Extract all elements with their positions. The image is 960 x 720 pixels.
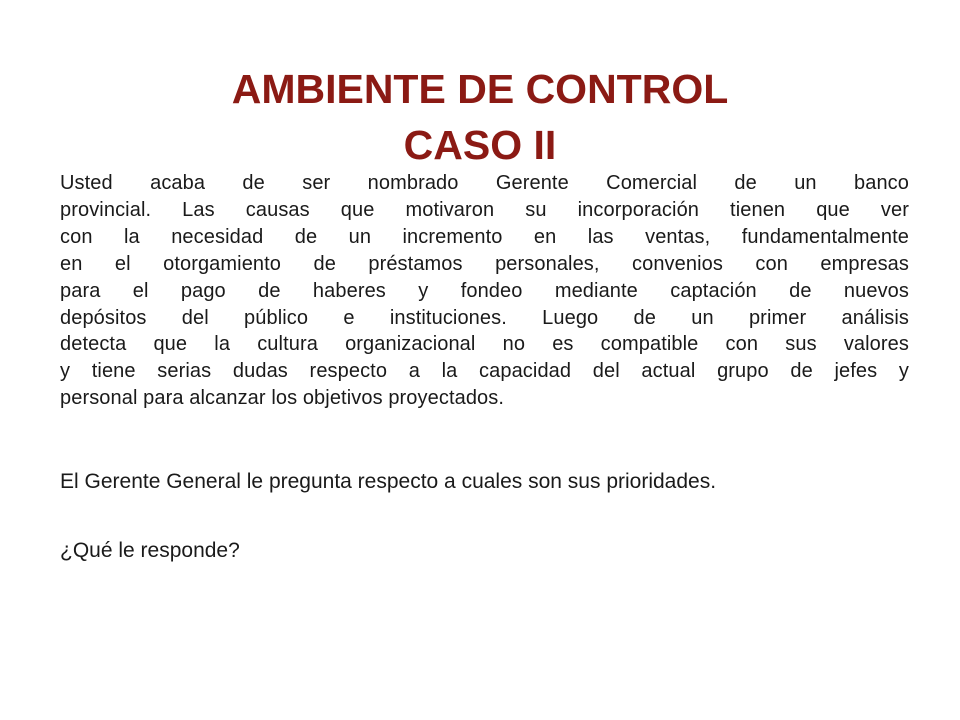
paragraph-line: para el pago de haberes y fondeo mediante captación de nuevos — [60, 279, 909, 302]
title-line-1: AMBIENTE DE CONTROL — [231, 66, 729, 113]
paragraph-line: provincial. Las causas que motivaron su incorporación tienen que ver — [60, 198, 909, 221]
paragraph-line: detecta que la cultura organizacional no es compatible con sus valores — [60, 333, 909, 356]
paragraph-line: en el otorgamiento de préstamos personales, convenios con empresas — [60, 252, 909, 275]
case-description — [60, 170, 909, 412]
title-line-2: CASO II — [403, 122, 557, 169]
paragraph-line: personal para alcanzar los objetivos proyectados. — [60, 387, 505, 410]
manager-statement: El Gerente General le pregunta respecto a cuales son sus prioridades. — [60, 470, 717, 493]
paragraph-line: Usted acaba de ser nombrado Gerente Comercial de un banco — [60, 172, 909, 194]
paragraph-line: y tiene serias dudas respecto a la capacidad del actual grupo de jefes y — [60, 360, 909, 383]
slide-title — [0, 61, 960, 173]
case-paragraph — [60, 170, 909, 412]
paragraph-line: con la necesidad de un incremento en las ventas, fundamentalmente — [60, 225, 909, 248]
question-text: ¿Qué le responde? — [60, 539, 240, 562]
paragraph-line: depósitos del público e instituciones. Luego de un primer análisis — [60, 306, 909, 329]
